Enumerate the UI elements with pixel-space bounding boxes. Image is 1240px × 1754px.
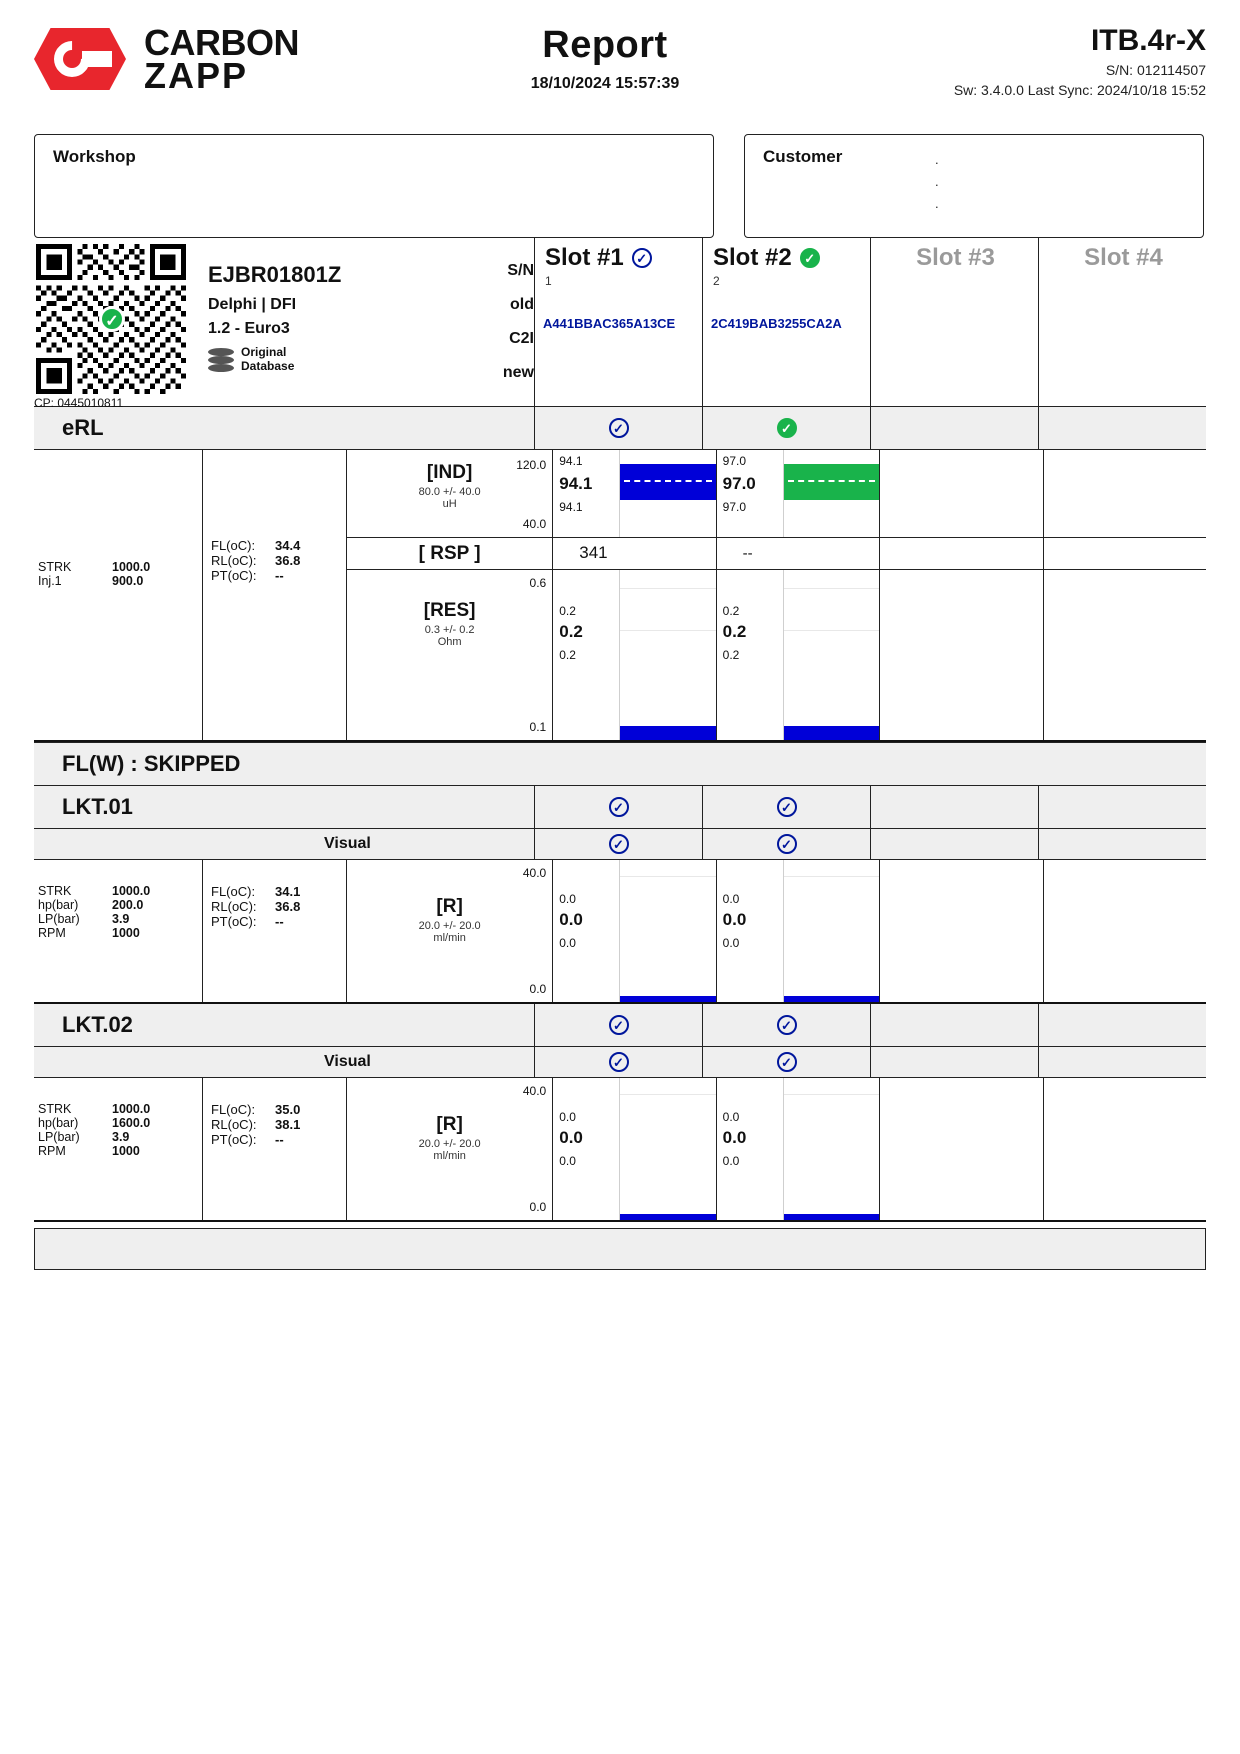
lkt02-temp-row bbox=[211, 1117, 346, 1132]
section-erl-slot3-status bbox=[870, 407, 1038, 449]
lkt01-visual-slot2: ✓ bbox=[702, 829, 870, 859]
cp-number: CP: 0445010811 bbox=[34, 396, 124, 410]
workshop-box bbox=[34, 134, 714, 238]
res-slot1-lo: 0.2 bbox=[559, 648, 576, 662]
ind-unit: uH bbox=[442, 498, 457, 510]
lkt02-visual-slot1: ✓ bbox=[534, 1047, 702, 1077]
lkt01-r-slot1-main: 0.0 bbox=[559, 910, 583, 929]
erl-temp-row bbox=[211, 553, 346, 568]
section-lkt01-body bbox=[34, 860, 1206, 1004]
section-erl-label: eRL bbox=[62, 415, 104, 440]
injector-flags bbox=[447, 244, 534, 402]
lkt01-r-graph-slot4 bbox=[1043, 860, 1206, 1002]
lkt01-param-value: 1000 bbox=[112, 926, 140, 940]
lkt02-param-value: 1000 bbox=[112, 1144, 140, 1158]
rsp-slot1-value: 341 bbox=[579, 543, 608, 562]
lkt01-r-slot2-hi: 0.0 bbox=[722, 892, 740, 906]
lkt02-param-row bbox=[38, 1116, 202, 1130]
lkt01-r-slot1-hi: 0.0 bbox=[559, 892, 576, 906]
section-flw-label: FL(W) : SKIPPED bbox=[62, 751, 241, 776]
qr-code bbox=[36, 244, 186, 394]
lkt02-temp-value: 38.1 bbox=[275, 1117, 301, 1132]
lkt02-temp-key: FL(oC): bbox=[211, 1102, 256, 1117]
lkt01-temp-key: FL(oC): bbox=[211, 884, 256, 899]
slot-2-code: 2C419BAB3255CA2A bbox=[711, 316, 842, 331]
slot-3-label: Slot #3 bbox=[916, 244, 995, 271]
sn-label: S/N bbox=[507, 262, 534, 279]
ind-slot2-lo: 97.0 bbox=[722, 500, 747, 514]
section-lkt02-slot4-status bbox=[1038, 1004, 1206, 1046]
res-slot2-main: 0.2 bbox=[722, 622, 747, 641]
slot-column-1[interactable] bbox=[534, 238, 702, 406]
ind-graph-slot2 bbox=[716, 450, 879, 537]
lkt01-visual-row bbox=[34, 829, 1206, 860]
res-unit: Ohm bbox=[437, 636, 462, 648]
section-lkt02-label: LKT.02 bbox=[62, 1012, 133, 1037]
res-graph-slot3 bbox=[879, 570, 1042, 740]
lkt02-visual-slot4 bbox=[1038, 1047, 1206, 1077]
lkt01-param-key: RPM bbox=[38, 926, 66, 940]
res-label-cell bbox=[346, 570, 552, 740]
database-label bbox=[241, 346, 294, 374]
lkt01-r-graph-slot1 bbox=[552, 860, 715, 1002]
slot-1-label: Slot #1 bbox=[545, 244, 624, 271]
rsp-label-cell bbox=[346, 538, 552, 569]
info-boxes bbox=[34, 134, 1206, 238]
ind-slot1-main: 94.1 bbox=[559, 474, 593, 493]
ind-label-cell bbox=[346, 450, 552, 537]
res-name: [RES] bbox=[423, 600, 476, 621]
ind-name: [IND] bbox=[426, 462, 473, 483]
lkt01-temps bbox=[202, 860, 346, 1002]
lkt02-param-value: 1600.0 bbox=[112, 1116, 151, 1130]
lkt02-r-row bbox=[346, 1078, 1206, 1220]
ind-tolerance: 80.0 +/- 40.0 bbox=[418, 486, 481, 498]
section-header-erl bbox=[34, 407, 1206, 450]
lkt02-measurements bbox=[346, 1078, 1206, 1220]
ind-slot1-lo: 94.1 bbox=[559, 500, 583, 514]
lkt01-visual-slot3 bbox=[870, 829, 1038, 859]
lkt01-param-value: 200.0 bbox=[112, 898, 144, 912]
lkt01-param-key: hp(bar) bbox=[38, 898, 79, 912]
section-header-lkt02 bbox=[34, 1004, 1206, 1047]
lkt01-r-slot2-lo: 0.0 bbox=[722, 936, 740, 950]
erl-temp-key: FL(oC): bbox=[211, 538, 256, 553]
lkt01-param-value: 3.9 bbox=[112, 912, 130, 926]
customer-line-3: . bbox=[935, 196, 939, 211]
qr-verified-badge: ✓ bbox=[99, 306, 125, 332]
ind-slot2-main: 97.0 bbox=[722, 474, 756, 493]
customer-line-1: . bbox=[935, 152, 939, 167]
database-badge bbox=[208, 346, 447, 374]
section-lkt02-slot3-status bbox=[870, 1004, 1038, 1046]
lkt02-param-key: hp(bar) bbox=[38, 1116, 79, 1130]
lkt01-r-tolerance: 20.0 +/- 20.0 bbox=[418, 920, 481, 932]
lkt01-temp-row bbox=[211, 914, 346, 929]
section-header-flw bbox=[34, 742, 1206, 786]
database-icon bbox=[208, 348, 234, 372]
lkt02-temp-row bbox=[211, 1132, 346, 1147]
lkt01-r-graph-slot3 bbox=[879, 860, 1042, 1002]
ind-slot2-hi: 97.0 bbox=[722, 454, 747, 468]
slot-1-index: 1 bbox=[545, 274, 552, 288]
customer-box bbox=[744, 134, 1204, 238]
lkt01-r-slot2-main: 0.0 bbox=[722, 910, 747, 929]
lkt02-temp-row bbox=[211, 1102, 346, 1117]
lkt01-param-row bbox=[38, 898, 202, 912]
slot-2-label: Slot #2 bbox=[713, 244, 792, 271]
lkt02-r-slot1-hi: 0.0 bbox=[559, 1110, 576, 1124]
lkt01-temp-key: PT(oC): bbox=[211, 914, 257, 929]
slot-2-status-icon: ✓ bbox=[800, 248, 820, 268]
slot-1-title bbox=[545, 244, 694, 272]
ind-axis-min: 40.0 bbox=[522, 517, 547, 531]
lkt02-params bbox=[34, 1078, 202, 1220]
section-lkt02-slot1-status: ✓ bbox=[534, 1004, 702, 1046]
page-title: Report bbox=[542, 24, 668, 66]
lkt01-param-key: STRK bbox=[38, 884, 72, 898]
report-datetime: 18/10/2024 15:57:39 bbox=[530, 75, 680, 92]
lkt01-params bbox=[34, 860, 202, 1002]
res-graph-slot4 bbox=[1043, 570, 1206, 740]
slot-header-row bbox=[34, 238, 1206, 410]
c2i-label: C2I bbox=[509, 330, 534, 347]
lkt02-param-value: 3.9 bbox=[112, 1130, 130, 1144]
res-slot1-hi: 0.2 bbox=[559, 604, 576, 618]
ind-slot2-plot bbox=[783, 450, 879, 537]
erl-param-key: STRK bbox=[38, 560, 72, 574]
brand-logo bbox=[34, 21, 364, 96]
erl-ind-row bbox=[346, 450, 1206, 538]
lkt02-temp-key: PT(oC): bbox=[211, 1132, 257, 1147]
old-label: old bbox=[510, 296, 534, 313]
ind-graph-slot1 bbox=[552, 450, 715, 537]
slot-4-label: Slot #4 bbox=[1084, 244, 1163, 271]
injector-maker: Delphi | DFI bbox=[208, 296, 297, 313]
lkt01-temp-key: RL(oC): bbox=[211, 899, 257, 914]
lkt02-r-slot2-hi: 0.0 bbox=[722, 1110, 740, 1124]
lkt02-r-slot1-main: 0.0 bbox=[559, 1128, 583, 1147]
brand-line-1: CARBON bbox=[144, 21, 299, 63]
lkt02-param-key: STRK bbox=[38, 1102, 72, 1116]
res-slot1-main: 0.2 bbox=[559, 622, 583, 641]
lkt02-r-axis-max: 40.0 bbox=[522, 1084, 547, 1098]
slot-1-status-icon: ✓ bbox=[632, 248, 652, 268]
lkt01-visual-label-cell bbox=[34, 829, 534, 859]
res-tolerance: 0.3 +/- 0.2 bbox=[424, 624, 475, 636]
lkt02-param-row bbox=[38, 1102, 202, 1116]
res-graph-slot2 bbox=[716, 570, 879, 740]
database-label-line1: Original bbox=[241, 345, 287, 359]
lkt01-visual-slot4 bbox=[1038, 829, 1206, 859]
section-lkt02-body bbox=[34, 1078, 1206, 1222]
erl-measurements bbox=[346, 450, 1206, 740]
lkt02-r-graph-slot4 bbox=[1043, 1078, 1206, 1220]
res-slot2-hi: 0.2 bbox=[722, 604, 740, 618]
erl-temp-key: PT(oC): bbox=[211, 568, 257, 583]
lkt02-param-row bbox=[38, 1130, 202, 1144]
ind-slot1-hi: 94.1 bbox=[559, 454, 583, 468]
erl-params bbox=[34, 450, 202, 740]
lkt01-param-row bbox=[38, 884, 202, 898]
rsp-slot2-value: -- bbox=[742, 545, 753, 562]
erl-param-key: Inj.1 bbox=[38, 574, 62, 588]
erl-temp-value: 36.8 bbox=[275, 553, 301, 568]
lkt02-visual-slot2: ✓ bbox=[702, 1047, 870, 1077]
brand-wordmark bbox=[144, 21, 299, 96]
device-info bbox=[846, 24, 1206, 98]
carbon-zapp-hex-icon bbox=[34, 24, 130, 94]
lkt02-temps bbox=[202, 1078, 346, 1220]
section-header-lkt01 bbox=[34, 786, 1206, 829]
brand-line-2: ZAPP bbox=[144, 55, 249, 96]
injector-identification bbox=[34, 238, 534, 410]
device-serial: S/N: 012114507 bbox=[1105, 62, 1206, 78]
res-slot2-plot bbox=[783, 570, 879, 740]
lkt01-r-axis-max: 40.0 bbox=[522, 866, 547, 880]
slot-column-3[interactable] bbox=[870, 238, 1038, 406]
slot-4-title bbox=[1049, 244, 1198, 272]
lkt02-r-unit: ml/min bbox=[433, 1150, 466, 1162]
section-lkt01-slot4-status bbox=[1038, 786, 1206, 828]
lkt01-r-label-cell bbox=[346, 860, 552, 1002]
lkt02-visual-slot3 bbox=[870, 1047, 1038, 1077]
customer-label: Customer bbox=[763, 147, 843, 166]
lkt02-r-graph-slot1 bbox=[552, 1078, 715, 1220]
lkt01-temp-row bbox=[211, 899, 346, 914]
injector-code: EJBR01801Z bbox=[208, 262, 342, 287]
erl-rsp-row bbox=[346, 538, 1206, 570]
rsp-name: [ RSP ] bbox=[418, 543, 481, 564]
rsp-slot3 bbox=[879, 538, 1042, 569]
section-lkt01-slot3-status bbox=[870, 786, 1038, 828]
section-erl-slot4-status bbox=[1038, 407, 1206, 449]
lkt02-r-slot1-plot bbox=[619, 1078, 715, 1220]
lkt01-param-value: 1000.0 bbox=[112, 884, 151, 898]
lkt02-param-key: LP(bar) bbox=[38, 1130, 80, 1144]
lkt02-param-row bbox=[38, 1144, 202, 1158]
injector-details bbox=[208, 244, 447, 402]
injector-spec: 1.2 - Euro3 bbox=[208, 320, 290, 337]
new-label: new bbox=[502, 364, 534, 381]
lkt01-r-slot1-plot bbox=[619, 860, 715, 1002]
erl-param-row bbox=[38, 560, 202, 574]
lkt01-measurements bbox=[346, 860, 1206, 1002]
section-lkt01-label: LKT.01 bbox=[62, 794, 133, 819]
customer-lines bbox=[935, 149, 939, 215]
device-model: ITB.4r-X bbox=[1090, 24, 1206, 57]
lkt02-visual-label-cell bbox=[34, 1047, 534, 1077]
lkt02-r-name: [R] bbox=[436, 1114, 463, 1135]
section-erl-body bbox=[34, 450, 1206, 742]
erl-param-value: 1000.0 bbox=[112, 560, 151, 574]
device-software: Sw: 3.4.0.0 Last Sync: 2024/10/18 15:52 bbox=[953, 82, 1206, 98]
slot-2-title bbox=[713, 244, 862, 272]
lkt01-r-slot2-plot bbox=[783, 860, 879, 1002]
lkt02-r-graph-slot3 bbox=[879, 1078, 1042, 1220]
ind-graph-slot3 bbox=[879, 450, 1042, 537]
footer-band bbox=[34, 1228, 1206, 1270]
res-slot1-plot bbox=[619, 570, 715, 740]
slot-column-2[interactable] bbox=[702, 238, 870, 406]
res-axis-max: 0.6 bbox=[529, 576, 547, 590]
section-lkt01-slot1-status: ✓ bbox=[534, 786, 702, 828]
rsp-slot2 bbox=[716, 538, 879, 569]
erl-param-value: 900.0 bbox=[112, 574, 144, 588]
lkt01-visual-slot1: ✓ bbox=[534, 829, 702, 859]
slot-2-index: 2 bbox=[713, 274, 720, 288]
database-label-line2: Database bbox=[241, 358, 295, 373]
lkt01-param-row bbox=[38, 926, 202, 940]
identification-cell bbox=[34, 238, 534, 410]
erl-temp-row bbox=[211, 568, 346, 583]
lkt02-visual-label: Visual bbox=[324, 1053, 371, 1070]
section-lkt02-slot2-status: ✓ bbox=[702, 1004, 870, 1046]
erl-temp-row bbox=[211, 538, 346, 553]
section-erl-slot2-status: ✓ bbox=[702, 407, 870, 449]
lkt01-r-slot1-lo: 0.0 bbox=[559, 936, 576, 950]
lkt02-param-key: RPM bbox=[38, 1144, 66, 1158]
rsp-slot4 bbox=[1043, 538, 1206, 569]
report-table bbox=[34, 238, 1206, 1270]
erl-temps bbox=[202, 450, 346, 740]
section-lkt01-slot2-status: ✓ bbox=[702, 786, 870, 828]
slot-column-4[interactable] bbox=[1038, 238, 1206, 406]
lkt01-r-axis-min: 0.0 bbox=[529, 982, 547, 996]
lkt02-r-slot1-lo: 0.0 bbox=[559, 1154, 576, 1168]
slot-3-title bbox=[881, 244, 1030, 272]
lkt01-r-unit: ml/min bbox=[433, 932, 466, 944]
customer-line-2: . bbox=[935, 174, 939, 189]
erl-param-row bbox=[38, 574, 202, 588]
lkt01-temp-value: 34.1 bbox=[275, 884, 301, 899]
section-erl-slot1-status: ✓ bbox=[534, 407, 702, 449]
lkt02-temp-value: -- bbox=[275, 1132, 284, 1147]
lkt01-param-key: LP(bar) bbox=[38, 912, 80, 926]
lkt02-temp-value: 35.0 bbox=[275, 1102, 301, 1117]
workshop-label: Workshop bbox=[53, 147, 136, 166]
slot-1-code: A441BBAC365A13CE bbox=[543, 316, 676, 331]
lkt02-r-slot2-lo: 0.0 bbox=[722, 1154, 740, 1168]
lkt02-r-graph-slot2 bbox=[716, 1078, 879, 1220]
page-header bbox=[34, 0, 1206, 112]
erl-temp-value: 34.4 bbox=[275, 538, 301, 553]
lkt01-r-row bbox=[346, 860, 1206, 1002]
lkt02-r-tolerance: 20.0 +/- 20.0 bbox=[418, 1138, 481, 1150]
lkt01-temp-row bbox=[211, 884, 346, 899]
lkt02-r-axis-min: 0.0 bbox=[529, 1200, 547, 1214]
lkt01-r-name: [R] bbox=[436, 896, 463, 917]
ind-axis-max: 120.0 bbox=[516, 458, 547, 472]
lkt01-param-row bbox=[38, 912, 202, 926]
res-graph-slot1 bbox=[552, 570, 715, 740]
rsp-slot1 bbox=[552, 538, 715, 569]
lkt02-temp-key: RL(oC): bbox=[211, 1117, 257, 1132]
lkt01-r-graph-slot2 bbox=[716, 860, 879, 1002]
erl-res-row bbox=[346, 570, 1206, 740]
lkt01-temp-value: 36.8 bbox=[275, 899, 301, 914]
lkt02-r-slot2-plot bbox=[783, 1078, 879, 1220]
lkt02-visual-row bbox=[34, 1047, 1206, 1078]
erl-temp-value: -- bbox=[275, 568, 284, 583]
report-title-block bbox=[364, 24, 846, 93]
lkt02-r-slot2-main: 0.0 bbox=[722, 1128, 747, 1147]
res-slot2-lo: 0.2 bbox=[722, 648, 740, 662]
lkt01-temp-value: -- bbox=[275, 914, 284, 929]
lkt01-visual-label: Visual bbox=[324, 835, 371, 852]
erl-temp-key: RL(oC): bbox=[211, 553, 257, 568]
res-axis-min: 0.1 bbox=[529, 720, 547, 734]
lkt02-r-label-cell bbox=[346, 1078, 552, 1220]
lkt02-param-value: 1000.0 bbox=[112, 1102, 151, 1116]
ind-graph-slot4 bbox=[1043, 450, 1206, 537]
ind-slot1-plot bbox=[619, 450, 715, 537]
